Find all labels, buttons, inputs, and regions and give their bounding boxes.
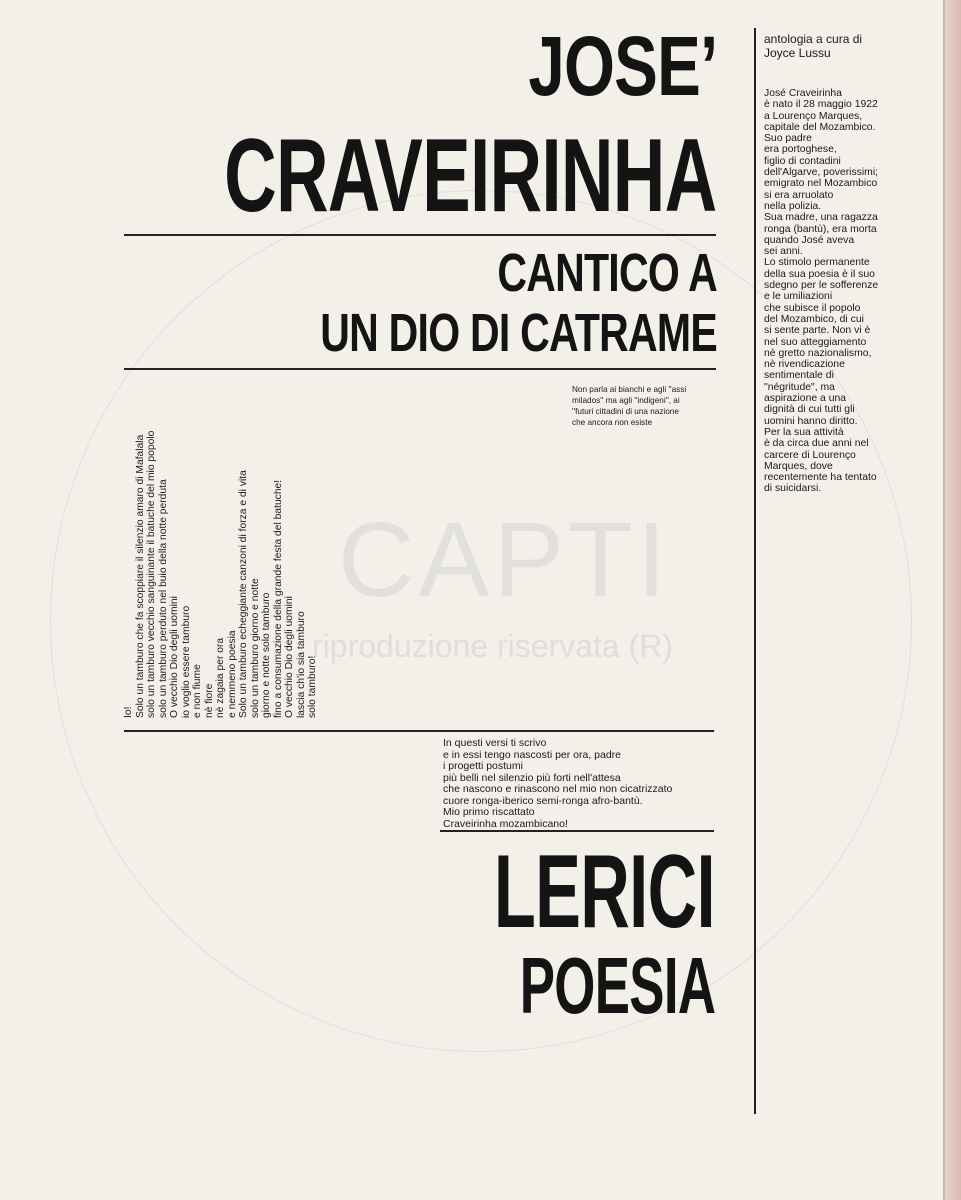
watermark-text: CAPTI [338, 501, 671, 619]
poem-line: Solo un tamburo echeggiante canzoni di forza e di vita [238, 470, 249, 718]
page-edge-line [943, 0, 945, 1200]
publisher-name: LERICI [493, 834, 715, 950]
subtitle-line-2: UN DIO DI CATRAME [320, 303, 717, 363]
poem-line: O vecchio Dio degli uomini [284, 596, 295, 718]
poem-line: O vecchio Dio degli uomini [169, 596, 180, 718]
sidebar [764, 32, 940, 495]
poem-line: e non fiume [192, 664, 203, 718]
poem-line: io voglio essere tamburo [180, 605, 192, 718]
divider-lower [124, 730, 714, 732]
poem-line: In questi versi ti scrivo [443, 737, 547, 749]
tagline: Non parla ai bianchi e agli ''assi milados'' ma agli ''indigeni'', ai ''futuri cittadini di una nazione che ancora non esiste [572, 385, 687, 427]
page-edge [945, 0, 961, 1200]
poem-line: e in essi tengo nascosti per ora, padre [443, 748, 622, 761]
horizontal-poem [443, 738, 672, 830]
watermark-subtext: riproduzione riservata (R) [312, 628, 674, 664]
poem-line: solo tamburo! [307, 655, 318, 718]
editor-credit: antologia a cura di Joyce Lussu [764, 32, 863, 60]
author-bio: José Craveirinha è nato il 28 maggio 1922 a Lourenço Marques, capitale del Mozambico. Suo padre era portoghese, figlio di contadini dell'Algarve, poverissimi; emigrato nel Mozambico si era arruolato nella polizia. Sua madre, una ragazza ronga (bantù), era morta quando José aveva sei anni. Lo stimolo permanente della sua poesia è il suo sdegno per le sofferenze e le umiliazioni che subisce il popolo del Mozambico, di cui si sente parte. Non vi è nel suo atteggiamento nè gretto nazionalismo, nè rivendicazione sentimentale di "négritude", ma aspirazione a una dignità di cui tutti gli uomini hanno diritto. Per la sua attività è da circa due anni nel carcere di Lourenço Marques, dove recentemente ha tentato di suicidarsi. [764, 88, 879, 495]
poem-line: Io! [123, 706, 134, 718]
poem-line: i progetti postumi [443, 760, 523, 772]
poem-line: e nemmeno poesia [226, 630, 238, 718]
poem-line: solo un tamburo giorno e notte [249, 578, 261, 718]
title-last-name: CRAVEIRINHA [224, 118, 717, 234]
poem-line: nè zagaia per ora [215, 637, 226, 718]
sidebar-divider [754, 28, 756, 1114]
divider-middle [124, 368, 716, 370]
series-name: POESIA [519, 941, 715, 1030]
poem-line: Craveirinha mozambicano! [443, 817, 568, 830]
poem-line: giorno e notte solo tamburo [261, 592, 272, 718]
divider-bottom [440, 830, 714, 832]
poem-line: lascia ch'io sia tamburo [295, 611, 307, 718]
poem-line: che nascono e rinascono nel mio non cicatrizzato [443, 783, 673, 795]
poem-line: Solo un tamburo che fa scoppiare il silenzio amaro di Mafalala [134, 434, 146, 718]
poem-line: cuore ronga-iberico semi-ronga afro-bantù. [443, 794, 643, 807]
title-first-name: JOSE’ [527, 19, 717, 113]
subtitle-line-1: CANTICO A [497, 243, 717, 303]
poem-line: nè fiore [203, 683, 215, 718]
divider-top [124, 234, 716, 236]
poem-line: Mio primo riscattato [443, 806, 535, 818]
poem-line: più belli nel silenzio più forti nell'attesa [443, 771, 621, 784]
poem-line: solo un tamburo perduto nel buio della notte perduta [157, 479, 169, 718]
vertical-poem [123, 378, 319, 718]
poem-line: fino a consumazione della grande festa del batuche! [272, 479, 284, 718]
poem-line: solo un tamburo vecchio sanguinante il batuche del mio popolo [146, 430, 157, 718]
